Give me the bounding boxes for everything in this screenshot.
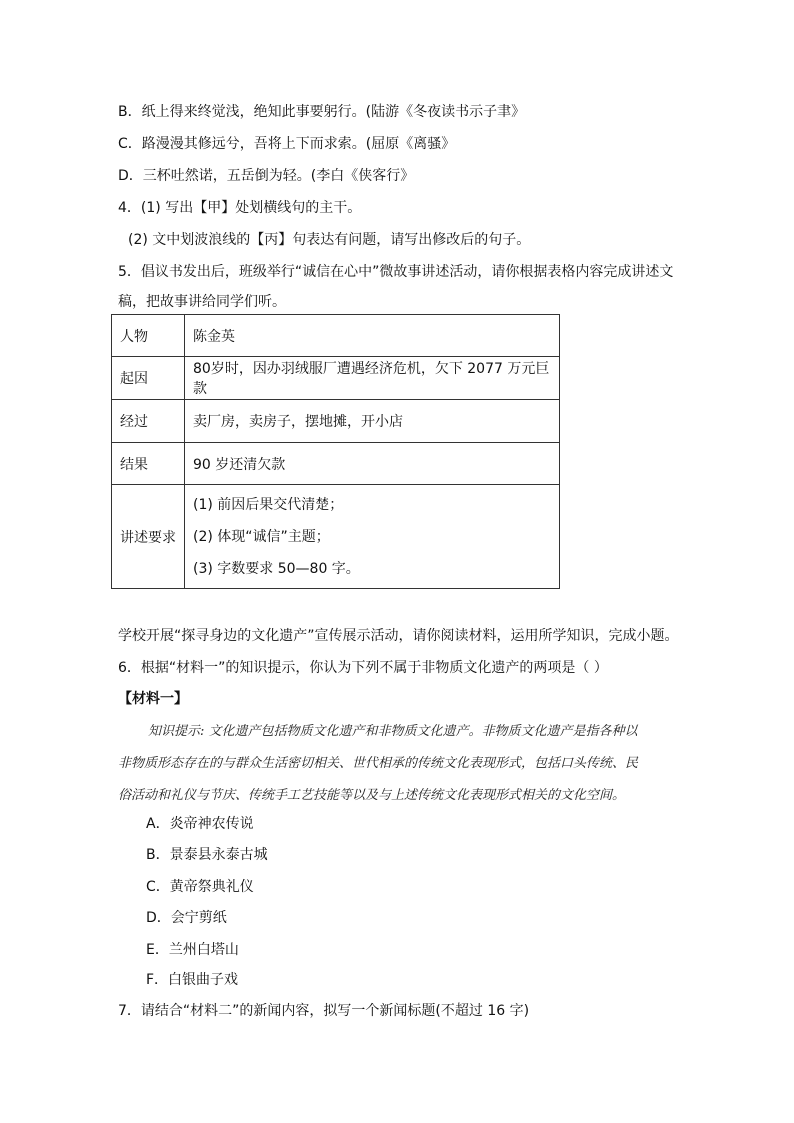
material-one-title: 【材料一】	[118, 691, 188, 707]
activity-intro: 学校开展“探寻身边的文化遗产”宣传展示活动，请你阅读材料，运用所学知识，完成小题。	[118, 628, 679, 644]
requirement-item: (3) 字数要求 50—80 字。	[193, 560, 360, 577]
option-d: D．三杯吐然诺，五岳倒为轻。(李白《侠客行》	[118, 168, 415, 184]
question-5-line2: 稿，把故事讲给同学们听。	[118, 294, 286, 310]
option-b: B．景泰县永泰古城	[146, 847, 268, 863]
option-f: F．白银曲子戏	[146, 972, 239, 988]
option-d: D．会宁剪纸	[146, 910, 227, 926]
option-c: C．路漫漫其修远兮，吾将上下而求索。(屈原《离骚》	[118, 136, 456, 152]
question-4-part2: (2) 文中划波浪线的【丙】句表达有问题，请写出修改后的句子。	[128, 232, 531, 248]
table-row	[112, 357, 560, 400]
option-b: B．纸上得来终觉浅，绝知此事要躬行。(陆游《冬夜读书示子聿》	[118, 104, 526, 120]
material-text-line: 知识提示: 文化遗产包括物质文化遗产和非物质文化遗产。非物质文化遗产是指各种以	[148, 724, 638, 739]
table-cell-value: 卖厂房，卖房子，摆地摊，开小店	[185, 400, 560, 443]
table-row	[112, 485, 560, 589]
requirement-item: (1) 前因后果交代清楚；	[193, 496, 344, 513]
table-cell-value: 90 岁还清欠款	[185, 443, 560, 485]
option-c: C．黄帝祭典礼仪	[146, 879, 254, 895]
table-cell-label: 经过	[112, 400, 185, 443]
table-cell-label: 讲述要求	[112, 485, 185, 589]
table-cell-value: 80岁时，因办羽绒服厂遭遇经济危机，欠下 2077 万元巨款	[185, 357, 560, 400]
table-cell-label: 结果	[112, 443, 185, 485]
table-cell-label: 起因	[112, 357, 185, 400]
question-7: 7．请结合“材料二”的新闻内容，拟写一个新闻标题(不超过 16 字)	[118, 1003, 530, 1019]
material-text-line: 非物质形态存在的与群众生活密切相关、世代相承的传统文化表现形式，包括口头传统、民	[118, 756, 639, 771]
requirement-item: (2) 体现“诚信”主题；	[193, 528, 330, 545]
table-row	[112, 400, 560, 443]
material-text-line: 俗活动和礼仪与节庆、传统手工艺技能等以及与上述传统文化表现形式相关的文化空间。	[118, 788, 626, 803]
table-cell-requirements	[185, 485, 560, 589]
table-row	[112, 443, 560, 485]
question-4-part1: 4．(1) 写出【甲】处划横线句的主干。	[118, 200, 362, 216]
table-cell-label: 人物	[112, 315, 185, 357]
table-row	[112, 315, 560, 357]
question-6: 6．根据“材料一”的知识提示，你认为下列不属于非物质文化遗产的两项是（ ）	[118, 660, 608, 676]
table-cell-value: 陈金英	[185, 315, 560, 357]
option-a: A．炎帝神农传说	[146, 816, 254, 832]
question-5-line1: 5．倡议书发出后，班级举行“诚信在心中”微故事讲述活动，请你根据表格内容完成讲述文	[118, 264, 674, 280]
option-e: E．兰州白塔山	[146, 942, 239, 958]
story-info-table	[111, 314, 560, 589]
